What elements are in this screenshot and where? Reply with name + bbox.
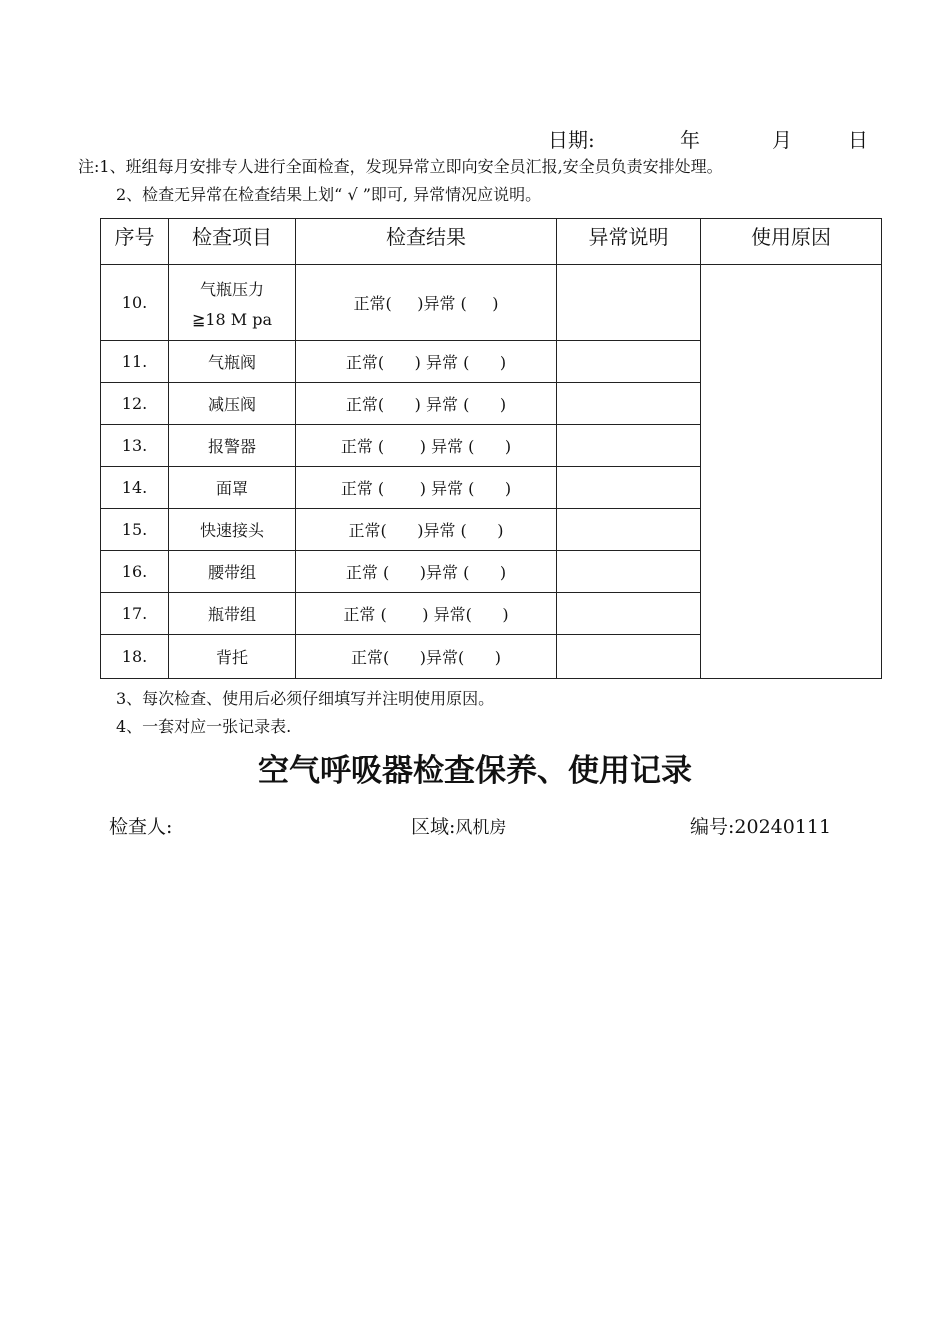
row-result[interactable]: 正常( )异常 ( ) <box>296 509 557 551</box>
row-result[interactable]: 正常( ) 异常 ( ) <box>296 341 557 383</box>
row-item: 瓶带组 <box>169 593 296 635</box>
row-result[interactable]: 正常 ( ) 异常 ( ) <box>296 467 557 509</box>
row-result[interactable]: 正常( ) 异常 ( ) <box>296 383 557 425</box>
row-item: 减压阀 <box>169 383 296 425</box>
row-item: 快速接头 <box>169 509 296 551</box>
note-1: 注:1、班组每月安排专人进行全面检查，发现异常立即向安全员汇报,安全员负责安排处理。 <box>78 157 723 176</box>
row-item-spec: ≧18 M pa <box>191 309 273 329</box>
note-2: 2、检查无异常在检查结果上划“ √ ”即可, 异常情况应说明。 <box>116 185 542 204</box>
number-label: 编号: <box>690 816 735 838</box>
row-item: 报警器 <box>169 425 296 467</box>
date-label: 日期: <box>548 128 595 152</box>
row-result[interactable]: 正常 ( ) 异常( ) <box>296 593 557 635</box>
row-abnormal-note[interactable] <box>557 593 701 635</box>
year-label: 年 <box>680 128 700 152</box>
row-item: 面罩 <box>169 467 296 509</box>
row-result[interactable]: 正常( )异常( ) <box>296 635 557 679</box>
note-3: 3、每次检查、使用后必须仔细填写并注明使用原因。 <box>116 689 495 708</box>
note-4: 4、一套对应一张记录表. <box>116 717 292 736</box>
row-item: 气瓶阀 <box>169 341 296 383</box>
inspector-field <box>109 812 172 839</box>
table-row <box>101 265 882 341</box>
row-abnormal-note[interactable] <box>557 635 701 679</box>
row-number: 18. <box>101 635 169 679</box>
usage-reason-cell[interactable] <box>701 265 882 679</box>
row-number: 17. <box>101 593 169 635</box>
row-abnormal-note[interactable] <box>557 341 701 383</box>
header-serial: 序号 <box>101 219 169 265</box>
header-item: 检查项目 <box>169 219 296 265</box>
row-number: 12. <box>101 383 169 425</box>
header-abnormal-note: 异常说明 <box>557 219 701 265</box>
inspection-table <box>100 218 882 679</box>
header-usage-reason: 使用原因 <box>701 219 882 265</box>
row-item: 背托 <box>169 635 296 679</box>
row-number: 11. <box>101 341 169 383</box>
row-number: 14. <box>101 467 169 509</box>
row-item <box>169 265 296 341</box>
row-number: 15. <box>101 509 169 551</box>
row-abnormal-note[interactable] <box>557 383 701 425</box>
area-label: 区域: <box>411 816 456 838</box>
row-result[interactable]: 正常 ( )异常 ( ) <box>296 551 557 593</box>
number-value: 20240111 <box>734 816 832 838</box>
row-abnormal-note[interactable] <box>557 509 701 551</box>
row-result[interactable]: 正常 ( ) 异常 ( ) <box>296 425 557 467</box>
month-label: 月 <box>772 128 792 152</box>
area-field <box>411 812 506 839</box>
row-abnormal-note[interactable] <box>557 265 701 341</box>
document-title: 空气呼吸器检查保养、使用记录 <box>258 753 692 789</box>
row-number: 16. <box>101 551 169 593</box>
row-abnormal-note[interactable] <box>557 467 701 509</box>
inspector-label: 检查人: <box>109 816 173 838</box>
row-item: 腰带组 <box>169 551 296 593</box>
row-number: 13. <box>101 425 169 467</box>
row-number: 10. <box>101 265 169 341</box>
table-header-row <box>101 219 882 265</box>
area-value: 风机房 <box>455 818 507 838</box>
row-item-name: 气瓶压力 <box>199 279 264 299</box>
row-abnormal-note[interactable] <box>557 551 701 593</box>
row-result[interactable]: 正常( )异常 ( ) <box>296 265 557 341</box>
header-result: 检查结果 <box>296 219 557 265</box>
number-field <box>690 812 831 839</box>
row-abnormal-note[interactable] <box>557 425 701 467</box>
day-label: 日 <box>848 128 868 152</box>
